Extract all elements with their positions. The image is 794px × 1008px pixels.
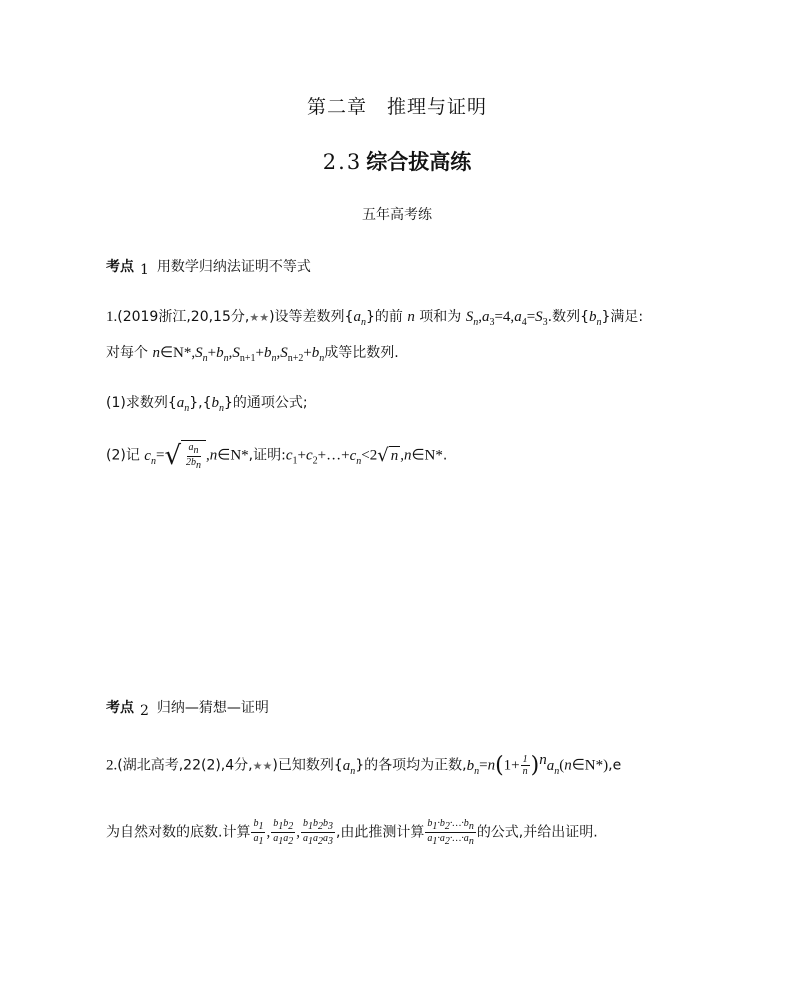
section-name: 综合拔高练 (366, 150, 472, 174)
chapter-title: 第二章 推理与证明 (306, 96, 487, 118)
kaodian-2-heading (106, 697, 269, 717)
kaodian-1-heading (106, 256, 311, 276)
difficulty-stars-icon: ★★ (249, 311, 270, 324)
kaodian-number: 2 (140, 703, 149, 719)
section-number: 2.3 (322, 150, 363, 174)
question-1-part-2: (2)记 $c_n=$ √ $\frac{a_n}{2b_n}$ ,n∈N*,证明$:c_1+c_2+\dots+c_n<2$ √ n ,n∈N*. (106, 440, 448, 471)
section-title (0, 146, 794, 176)
kaodian-number: 1 (140, 262, 149, 278)
question-1-stem: 1.(2019浙江,20,15分,★★)设等差数列$\{a_n\}$的前 n 项和为 $S_n,a_3=4,a_4=S_3$.数列$\{b_n\}$满足: (106, 309, 644, 328)
question-2-stem: 2.(湖北高考,22(2),4分,★★)已知数列$\{a_n\}$的各项均为正数$,b_n=n(1+$ $\frac{1}{n}$ )$^na_n(n\in N*),e$ (106, 752, 622, 779)
subheading: 五年高考练 (362, 207, 432, 223)
kaodian-label: 考点 (106, 700, 134, 716)
question-1-part-1: (1)求数列$\{a_n\},\{b_n\}$的通项公式; (106, 395, 308, 414)
difficulty-stars-icon: ★★ (252, 759, 273, 773)
kaodian-title: 用数学归纳法证明不等式 (156, 259, 311, 275)
question-1-condition: 对每个 $n\in N*,S_n+b_n,S_{n+1}+b_n,S_{n+2}+b_n$成等比数列. (106, 345, 399, 364)
kaodian-label: 考点 (106, 259, 134, 275)
question-2-task: 为自然对数的底数.计算 $\frac{b_1}{a_1}$ , $\frac{b_1b_2}{a_1a_2}$ , $\frac{b_1b_2b_3}{a_1a_2a_3}$ ,由此推测计算 $\frac{b_1\cdot b_2\cdot\dots\cdot b_n}{a_1\cdot a_2\cdot\dots\cdot a_n}$ 的公式,并给出证明. (106, 818, 598, 847)
sqrt-expression: √ $\frac{a_n}{2b_n}$ (164, 440, 206, 471)
kaodian-title: 归纳—猜想—证明 (156, 700, 269, 716)
